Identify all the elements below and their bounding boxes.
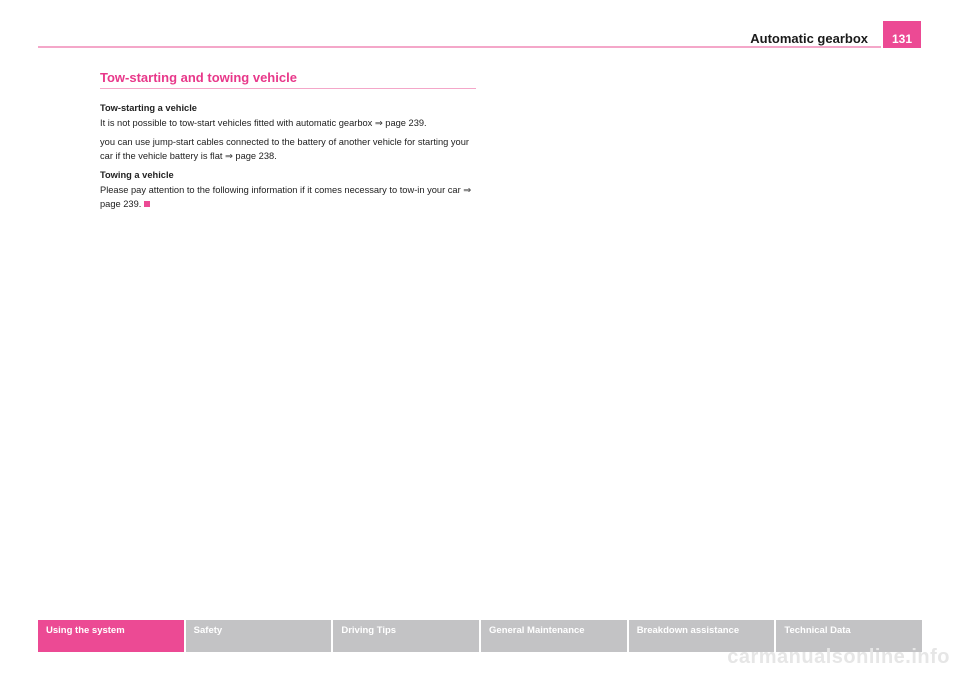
- paragraph-towing-text: Please pay attention to the following information if it comes necessary to tow-in your car ⇒ page 239.: [100, 185, 472, 209]
- paragraph-tow-start-not-possible: It is not possible to tow-start vehicles fitted with automatic gearbox ⇒ page 239.: [100, 118, 427, 128]
- footer-tab-general-maintenance[interactable]: General Maintenance: [481, 620, 629, 652]
- subsection-heading-towing: Towing a vehicle: [100, 170, 174, 180]
- footer-tab-technical-data[interactable]: Technical Data: [776, 620, 922, 652]
- section-content: [100, 101, 480, 216]
- subsection-heading-tow-starting: Tow-starting a vehicle: [100, 103, 197, 113]
- header-rule: [38, 46, 881, 48]
- footer-tab-using-the-system[interactable]: Using the system: [38, 620, 186, 652]
- page-header-title: Automatic gearbox: [750, 31, 868, 46]
- watermark: carmanualsonline.info: [727, 646, 950, 668]
- section-rule: [100, 88, 476, 89]
- paragraph-towing-info: [100, 183, 480, 211]
- footer-tab-driving-tips[interactable]: Driving Tips: [333, 620, 481, 652]
- footer-tab-breakdown-assistance[interactable]: Breakdown assistance: [629, 620, 777, 652]
- section-title: Tow-starting and towing vehicle: [100, 70, 297, 85]
- page-number: 131: [891, 32, 913, 46]
- paragraph-jump-start: you can use jump-start cables connected to the battery of another vehicle for starting your car if the vehicle battery is flat ⇒ page 238.: [100, 137, 469, 161]
- end-of-section-icon: [144, 201, 150, 207]
- footer-tab-safety[interactable]: Safety: [186, 620, 334, 652]
- page-number-badge: [883, 21, 921, 48]
